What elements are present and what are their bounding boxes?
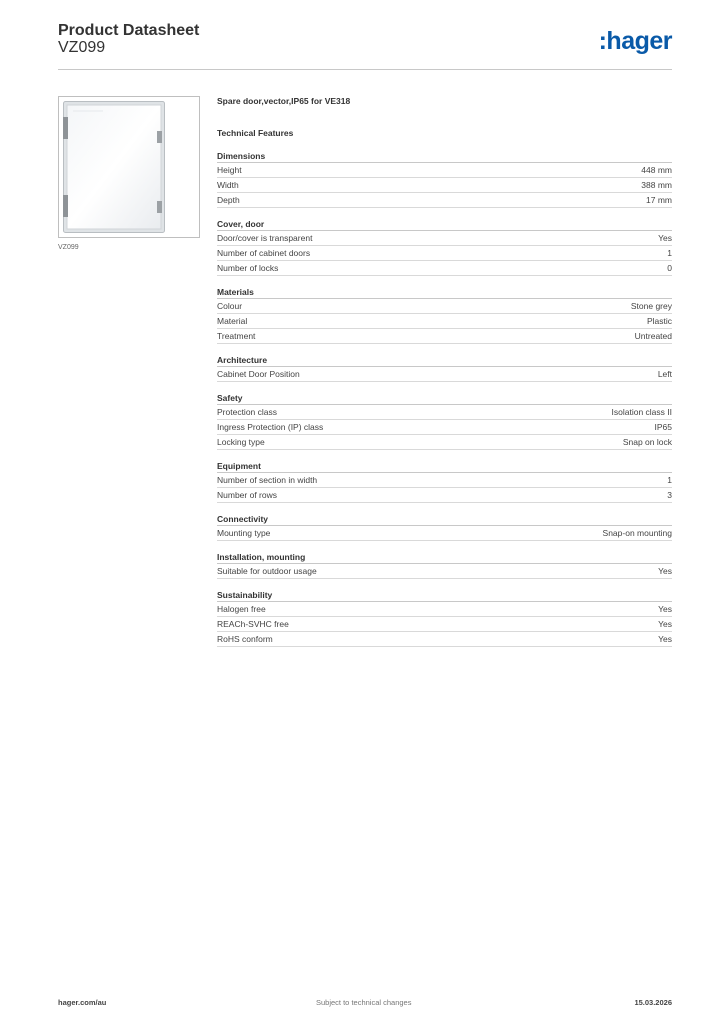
feature-row [217,526,672,541]
feature-row [217,314,672,329]
feature-row [217,246,672,261]
feature-value: 388 mm [641,180,672,190]
feature-value: Stone grey [630,301,672,311]
feature-label: Number of cabinet doors [217,248,311,258]
feature-value: Yes [658,566,672,576]
page-header [58,20,672,70]
feature-row [217,602,672,617]
feature-label: Number of section in width [217,475,318,485]
feature-label: Locking type [217,437,265,447]
feature-row [217,435,672,450]
technical-features-title: Technical Features [217,128,294,138]
section-title: Installation, mounting [217,551,672,564]
feature-label: Number of locks [217,263,279,273]
page-footer [58,998,672,1010]
datasheet-content [217,90,672,647]
feature-value: Yes [658,604,672,614]
feature-section [217,551,672,579]
feature-row [217,420,672,435]
document-title: Product Datasheet [58,22,200,39]
feature-row [217,367,672,382]
footer-website[interactable]: hager.com/au [58,998,107,1007]
feature-row [217,299,672,314]
product-code: VZ099 [58,39,106,56]
section-title: Materials [217,286,672,299]
feature-label: Depth [217,195,240,205]
footer-date: 15.03.2026 [634,998,672,1007]
feature-value: Plastic [646,316,672,326]
hager-logo: :hager [598,27,672,55]
feature-section [217,589,672,647]
feature-label: Protection class [217,407,277,417]
feature-section [217,286,672,344]
feature-section [217,392,672,450]
feature-value: Untreated [634,331,672,341]
feature-label: Colour [217,301,243,311]
feature-label: Height [217,165,242,175]
footer-notice: Subject to technical changes [316,998,412,1007]
feature-label: Halogen free [217,604,266,614]
product-description: Spare door,vector,IP65 for VE318 [217,96,351,106]
feature-section [217,460,672,503]
feature-section [217,218,672,276]
feature-value: Yes [658,619,672,629]
feature-label: Cabinet Door Position [217,369,300,379]
feature-label: Door/cover is transparent [217,233,313,243]
section-title: Safety [217,392,672,405]
feature-row [217,617,672,632]
feature-value: 1 [667,248,672,258]
feature-value: Snap-on mounting [602,528,672,538]
feature-section [217,513,672,541]
feature-label: Material [217,316,248,326]
feature-row [217,564,672,579]
feature-label: RoHS conform [217,634,273,644]
feature-row [217,261,672,276]
feature-row [217,329,672,344]
feature-value: 3 [667,490,672,500]
section-title: Connectivity [217,513,672,526]
feature-row [217,405,672,420]
image-caption: VZ099 [58,244,79,251]
feature-value: Isolation class II [611,407,672,417]
feature-row [217,193,672,208]
product-image [63,101,165,233]
feature-label: Treatment [217,331,256,341]
feature-label: Number of rows [217,490,277,500]
feature-value: 448 mm [641,165,672,175]
section-title: Sustainability [217,589,672,602]
section-title: Cover, door [217,218,672,231]
feature-value: IP65 [654,422,672,432]
section-title: Architecture [217,354,672,367]
feature-row [217,473,672,488]
feature-value: 17 mm [646,195,672,205]
feature-value: 0 [667,263,672,273]
feature-row [217,178,672,193]
feature-label: Width [217,180,239,190]
feature-row [217,163,672,178]
feature-sections [217,150,672,647]
feature-value: Yes [658,634,672,644]
feature-label: Ingress Protection (IP) class [217,422,324,432]
feature-row [217,231,672,246]
section-title: Dimensions [217,150,672,163]
feature-section [217,150,672,208]
product-image-frame [58,96,200,238]
section-title: Equipment [217,460,672,473]
feature-value: Yes [658,233,672,243]
feature-row [217,632,672,647]
feature-label: Suitable for outdoor usage [217,566,317,576]
feature-label: Mounting type [217,528,271,538]
feature-label: REACh-SVHC free [217,619,289,629]
feature-section [217,354,672,382]
feature-row [217,488,672,503]
feature-value: Left [657,369,672,379]
feature-value: 1 [667,475,672,485]
feature-value: Snap on lock [622,437,672,447]
